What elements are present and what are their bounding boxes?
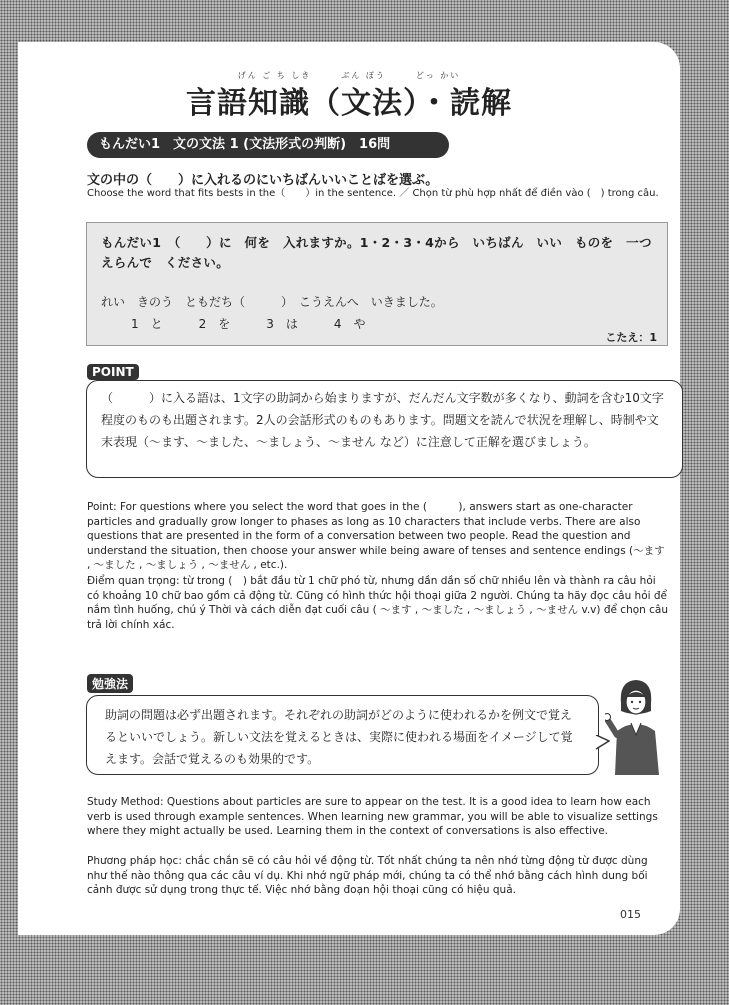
page-sheet (18, 42, 680, 935)
study-method-box: 助詞の問題は必ず出題されます。それぞれの助詞がどのように使われるかを例文で覚えるといいでしょう。新しい文法を覚えるときは、実際に使われる場面をイメージして覚えます。会話で覚えるのも効果的です。 (86, 695, 599, 775)
point-box: （ ）に入る語は、1文字の助詞から始まりますが、だんだん文字数が多くなり、動詞を含む10文字程度のものも出題されます。2人の会話形式のものもあります。問題文を読んで状況を理解し、時制や文末表現（〜ます、〜ました、〜ましょう、〜ません など）に注意して正解を選びましょう。 (86, 380, 683, 478)
example-sentence: れい きのう ともだち（ ） こうえんへ いきました。 (101, 295, 443, 309)
section-badge: もんだい1 文の文法 1 (文法形式の判断) 16問 (87, 132, 449, 158)
point-vietnamese: Điểm quan trọng: từ trong ( ) bắt đầu từ 1 chữ phó từ, nhưng dần dần số chữ nhiều lên và thành ra câu hỏi có khoảng 10 chữ bao gồm cả động từ. Cũng có hình thức hội thoại giữa 2 người. Chúng ta hãy đọc câu hỏi để nắm tình huống, chú ý Thời và cách diễn đạt cuối câu ( ～ます , ～ました , ～ましょう , ～ません v.v) để chọn câu trả lời chính xác. (87, 575, 669, 631)
example-box (86, 222, 668, 346)
study-vietnamese: Phương pháp học: chắc chắn sẽ có câu hỏi về động từ. Tốt nhất chúng ta nên nhớ từng động từ được dùng như thế nào thông qua các câu ví dụ. Khi nhớ ngữ pháp mới, chúng ta có thể nhớ bằng cách hình dung bối cảnh được sử dụng trong thực tế. Việc nhớ bằng đoạn hội thoại cũng có hiệu quả. (87, 855, 648, 897)
instruction-heading: 文の中の（ ）に入れるのにいちばんいいことばを選ぶ。 (87, 173, 439, 188)
title-ruby: げん ご ち しき ぶん ぽう どっ かい (237, 71, 461, 80)
teacher-illustration-icon (605, 675, 667, 775)
example-question: もんだい1 （ ）に 何を 入れますか。1・2・3・4から いちばん いい ものを 一つ えらんで ください。 (101, 235, 665, 270)
example-answer: こたえ：1 (605, 331, 657, 344)
example-options: 1 と 2 を 3 は 4 や (131, 317, 366, 331)
study-english: Study Method: Questions about particles are sure to appear on the test. It is a good idea to learn how each verb is used through example sentences. When learning new grammar, you will be able to visualize settings where they might actually be used. Learning them in the context of conversations is also effective. (87, 796, 658, 838)
page-title: 言語知識（文法）・読解 (186, 86, 512, 121)
study-method-tag: 勉強法 (87, 674, 133, 693)
instruction-translation: Choose the word that fits bests in the（ ）in the sentence. ／ Chọn từ phù hợp nhất để điền vào ( ) trong câu. (87, 188, 659, 199)
point-tag: POINT (87, 364, 139, 380)
page-number: 015 (620, 908, 641, 921)
point-english: Point: For questions where you select the word that goes in the ( ), answers start as one-character particles and gradually grow longer to phases as long as 10 characters that include verbs. There are also questions that are presented in the form of a conversation between two people. Read the question and understand the situation, then choose your answer while being aware of tenses and sentence endings (～ます , ～ました , ～ましょう , ～ません , etc.). (87, 501, 665, 572)
